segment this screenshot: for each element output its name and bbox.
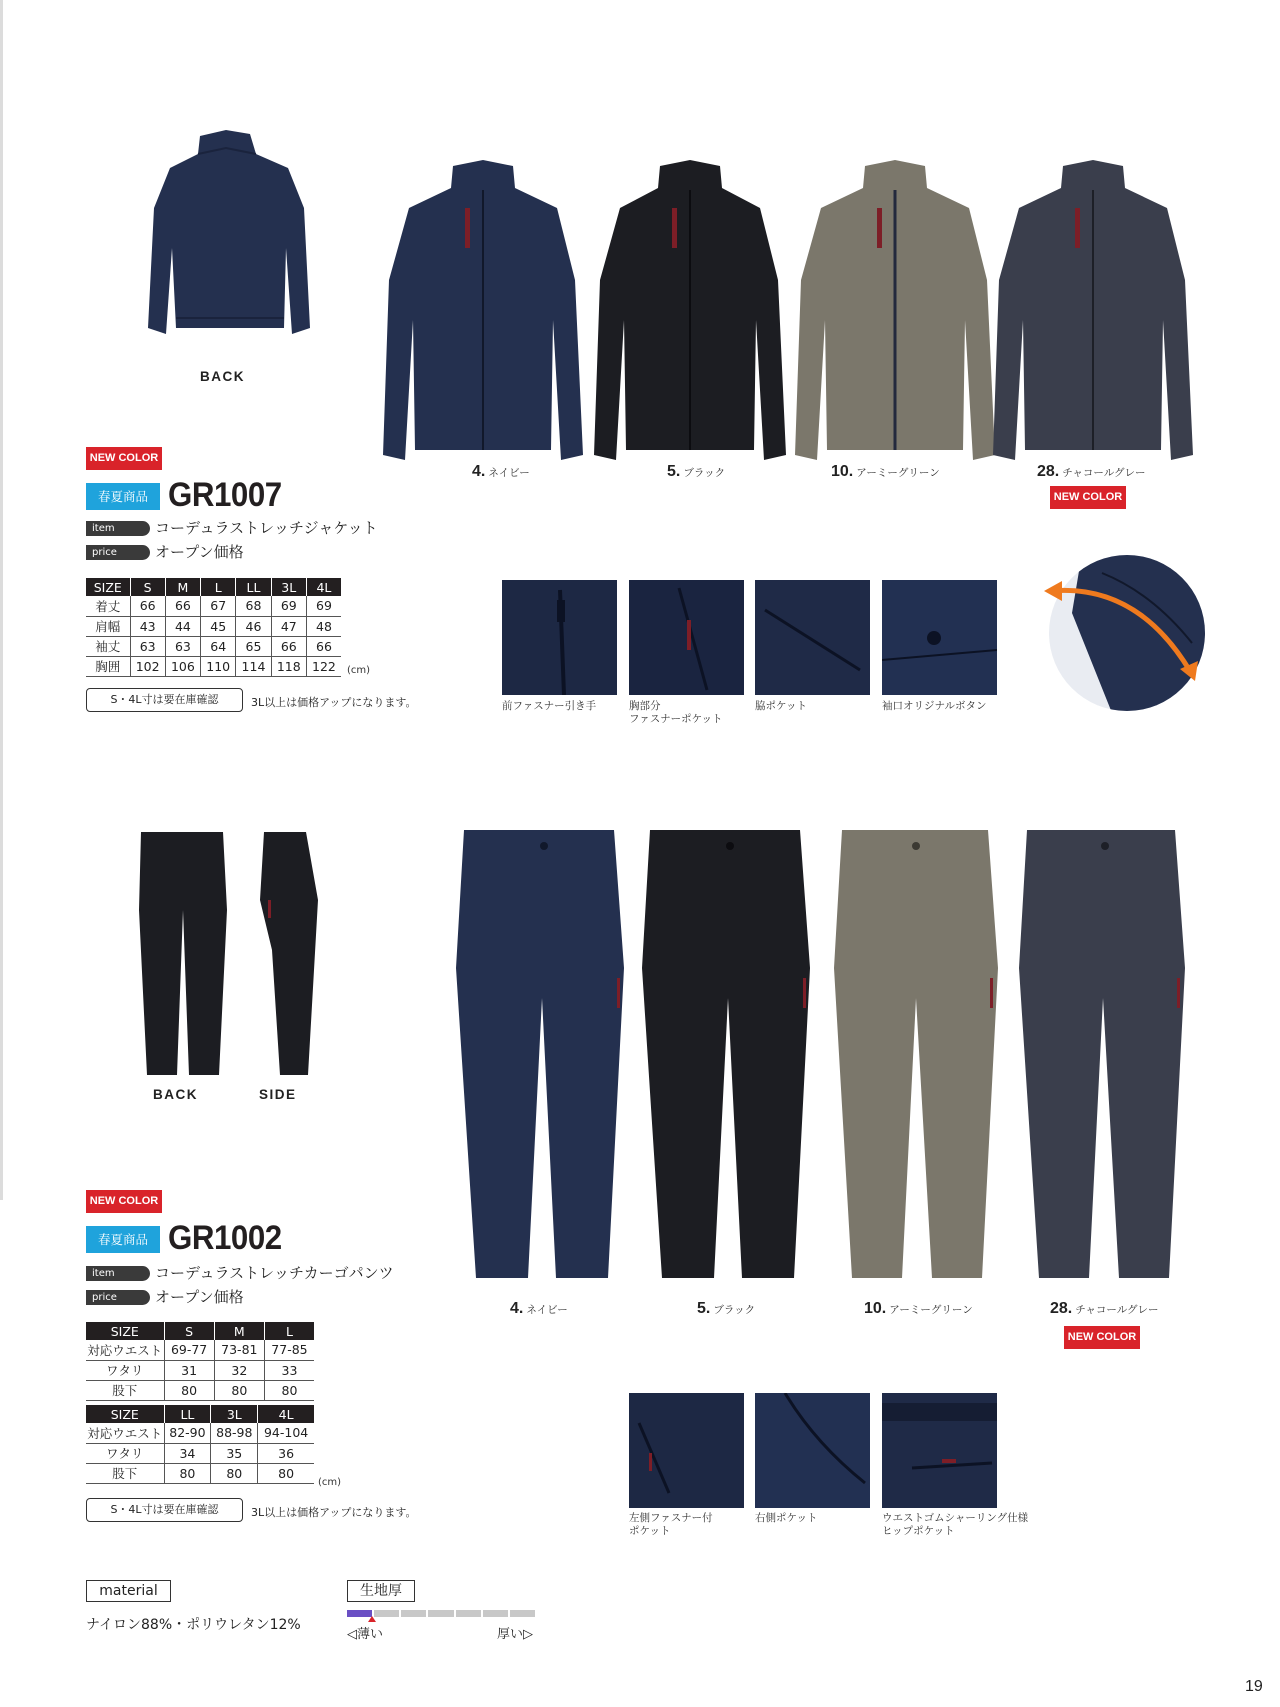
table-cell: 82-90 [164,1423,211,1443]
jacket-new-color-badge: NEW COLOR [86,447,162,470]
table-cell: 32 [214,1360,264,1380]
pants-color-caption-army-green: 10. アーミーグリーン [864,1300,973,1317]
material-text: ナイロン88%・ポリウレタン12% [86,1617,301,1633]
pants-detail-photo-hip-pocket [882,1393,997,1508]
table-cell: 43 [130,616,165,636]
table-cell: 80 [211,1463,258,1483]
table-cell: 股下 [86,1463,164,1483]
table-cell: 118 [271,656,306,676]
pants-detail-photo-right-pocket [755,1393,870,1508]
table-row [86,636,341,656]
table-cell: 対応ウエスト [86,1340,164,1360]
thickness-segment [456,1610,481,1617]
table-row [86,656,341,676]
table-cell: 80 [164,1380,214,1400]
pants-detail-photo-left-pocket [629,1393,744,1508]
table-cell: 69 [271,596,306,616]
jacket-price-text: オープン価格 [155,543,244,561]
jacket-color-caption-charcoal: 28. チャコールグレー [1037,463,1146,480]
table-header-row [86,1405,314,1423]
table-header-cell: S [130,578,165,596]
table-header-cell: 4L [258,1405,314,1423]
thickness-segment [401,1610,426,1617]
table-cell: 35 [211,1443,258,1463]
jacket-back-label: BACK [200,369,245,384]
table-header-cell: L [264,1322,314,1340]
table-row [86,1443,314,1463]
jacket-color-caption-black: 5. ブラック [667,463,726,480]
table-header-cell: SIZE [86,1405,164,1423]
table-header-cell: 4L [306,578,341,596]
material-label: material [86,1580,171,1602]
pants-price-text: オープン価格 [155,1288,244,1306]
thickness-scale [347,1610,535,1620]
table-cell: 31 [164,1360,214,1380]
pants-size-table-2 [86,1405,314,1484]
pants-stock-box: S・4L寸は要在庫確認 [86,1498,243,1522]
table-cell: 94-104 [258,1423,314,1443]
table-cell: 80 [264,1380,314,1400]
table-row [86,1463,314,1483]
jacket-color-caption-army-green: 10. アーミーグリーン [831,463,940,480]
table-row [86,616,341,636]
pants-color-caption-charcoal: 28. チャコールグレー [1050,1300,1159,1317]
pants-charcoal-image [1015,828,1187,1283]
table-cell: 袖丈 [86,636,130,656]
table-cell: 着丈 [86,596,130,616]
jacket-charcoal-new-color-badge: NEW COLOR [1050,486,1126,509]
table-cell: 63 [165,636,200,656]
thickness-segment [510,1610,535,1617]
jacket-black-image [590,160,790,465]
pants-navy-image [452,828,627,1283]
jacket-navy-image [375,160,590,465]
table-cell: 36 [258,1443,314,1463]
jacket-detail-photo-zip-pull [502,580,617,695]
table-cell: 66 [165,596,200,616]
table-cell: 64 [201,636,236,656]
table-cell: 80 [258,1463,314,1483]
pants-size-unit: (cm) [318,1477,342,1488]
table-header-cell: 3L [211,1405,258,1423]
table-cell: 45 [201,616,236,636]
stretch-demo-image [1042,553,1212,713]
table-header-cell: LL [236,578,271,596]
pants-side-image [258,830,320,1080]
table-cell: ワタリ [86,1360,164,1380]
pants-back-image [135,830,230,1080]
table-cell: 88-98 [211,1423,258,1443]
pants-size-table-1 [86,1322,314,1401]
table-cell: 67 [201,596,236,616]
pants-detail-caption-text: 左側ファスナー付 ポケット [629,1512,713,1537]
table-header-cell: SIZE [86,1322,164,1340]
jacket-stock-note: 3L以上は価格アップになります。 [251,696,417,709]
thickness-marker [368,1616,376,1622]
table-cell: 80 [164,1463,211,1483]
jacket-army-green-image [787,160,1002,465]
jacket-price-pill: price [86,545,150,560]
table-header-row [86,1322,314,1340]
table-header-cell: M [165,578,200,596]
pants-price-pill: price [86,1290,150,1305]
pants-detail-caption: 右側ポケット [755,1512,818,1524]
table-cell: 股下 [86,1380,164,1400]
table-cell: 110 [201,656,236,676]
pants-model-code: GR1002 [168,1219,282,1257]
thickness-thin-label: ◁薄い [347,1627,383,1642]
thickness-segment [483,1610,508,1617]
jacket-season-badge: 春夏商品 [86,483,160,510]
pants-black-image [638,828,813,1283]
table-cell: 肩幅 [86,616,130,636]
thickness-segment [374,1610,399,1617]
pants-detail-caption-text: ウエストゴムシャーリング仕様 ヒップポケット [882,1512,1029,1537]
table-cell: 65 [236,636,271,656]
table-cell: 77-85 [264,1340,314,1360]
table-cell: 47 [271,616,306,636]
jacket-back-image [138,128,318,358]
table-cell: 106 [165,656,200,676]
table-row [86,1423,314,1443]
jacket-detail-caption [629,700,723,726]
table-row [86,1340,314,1360]
pants-new-color-badge: NEW COLOR [86,1190,162,1213]
pants-color-caption-navy: 4. ネイビー [510,1300,568,1317]
table-cell: 122 [306,656,341,676]
table-header-cell: SIZE [86,578,130,596]
table-header-cell: LL [164,1405,211,1423]
table-cell: 66 [130,596,165,616]
table-cell: 102 [130,656,165,676]
pants-back-label: BACK [153,1087,198,1102]
jacket-item-name: コーデュラストレッチジャケット [155,519,378,537]
pants-season-badge: 春夏商品 [86,1226,160,1253]
table-header-cell: 3L [271,578,306,596]
table-row [86,1380,314,1400]
table-cell: 胸囲 [86,656,130,676]
table-cell: 66 [271,636,306,656]
jacket-stock-box: S・4L寸は要在庫確認 [86,688,243,712]
table-cell: 46 [236,616,271,636]
table-cell: 33 [264,1360,314,1380]
table-cell: 34 [164,1443,211,1463]
jacket-detail-photo-chest-pocket [629,580,744,695]
jacket-item-pill: item [86,521,150,536]
jacket-size-unit: (cm) [347,665,371,676]
table-header-row [86,578,341,596]
table-header-cell: M [214,1322,264,1340]
jacket-detail-caption: 脇ポケット [755,700,807,712]
jacket-detail-caption: 前ファスナー引き手 [502,700,597,712]
table-cell: 80 [214,1380,264,1400]
pants-detail-caption [629,1512,713,1538]
jacket-detail-photo-side-pocket [755,580,870,695]
table-cell: 68 [236,596,271,616]
jacket-detail-photo-cuff-button [882,580,997,695]
table-cell: 63 [130,636,165,656]
pants-item-pill: item [86,1266,150,1281]
pants-side-label: SIDE [259,1087,297,1102]
pants-color-caption-black: 5. ブラック [697,1300,756,1317]
table-cell: 73-81 [214,1340,264,1360]
table-row [86,596,341,616]
table-cell: 44 [165,616,200,636]
thickness-thick-label: 厚い▷ [497,1627,533,1642]
table-cell: 66 [306,636,341,656]
jacket-size-table [86,578,341,677]
table-cell: 114 [236,656,271,676]
table-header-cell: L [201,578,236,596]
page-number: 19 [1245,1678,1263,1695]
table-header-cell: S [164,1322,214,1340]
table-cell: 69-77 [164,1340,214,1360]
pants-detail-caption [882,1512,1028,1538]
jacket-detail-caption: 袖口オリジナルボタン [882,700,987,712]
jacket-color-caption-navy: 4. ネイビー [472,463,530,480]
table-cell: ワタリ [86,1443,164,1463]
thickness-label: 生地厚 [347,1580,415,1602]
table-cell: 対応ウエスト [86,1423,164,1443]
pants-army-green-image [830,828,1000,1283]
pants-item-name: コーデュラストレッチカーゴパンツ [155,1264,394,1282]
pants-stock-note: 3L以上は価格アップになります。 [251,1506,417,1519]
jacket-model-code: GR1007 [168,476,282,514]
table-cell: 69 [306,596,341,616]
jacket-detail-caption-text: 胸部分 ファスナーポケット [629,700,723,725]
jacket-charcoal-image [985,160,1200,465]
table-row [86,1360,314,1380]
page-edge [0,0,3,1200]
table-cell: 48 [306,616,341,636]
thickness-segment [428,1610,453,1617]
pants-charcoal-new-color-badge: NEW COLOR [1064,1326,1140,1349]
